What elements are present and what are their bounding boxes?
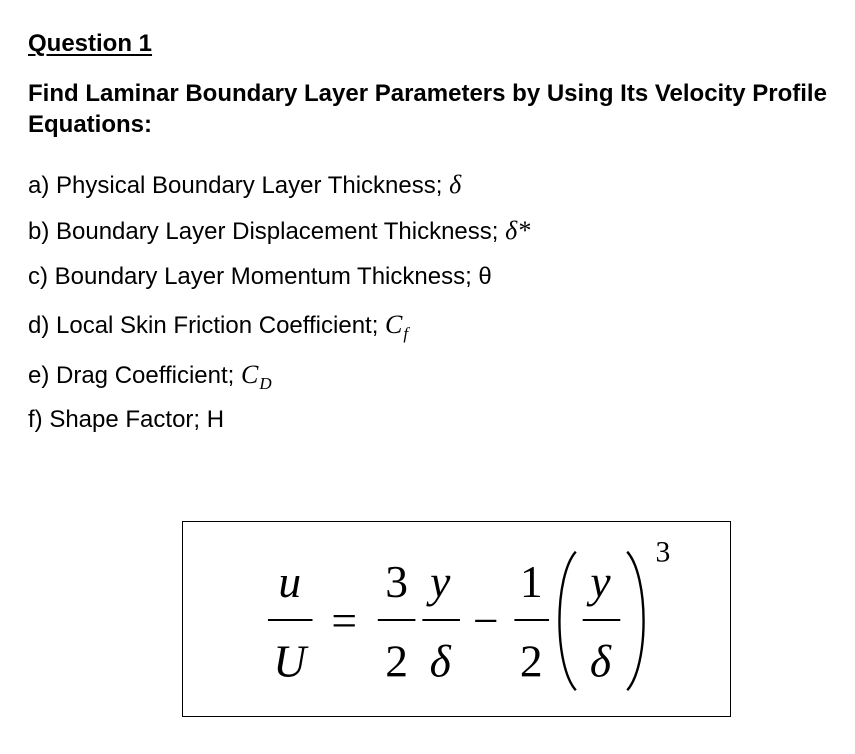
lhs-denominator: U [273, 635, 307, 687]
term2-coef-denominator: 2 [519, 635, 543, 687]
cf-symbol: C [385, 310, 403, 339]
item-text: e) Drag Coefficient; [28, 362, 241, 389]
term2-coef-numerator: 1 [519, 556, 543, 608]
cf-subscript: f [403, 324, 409, 343]
term1-coef-denominator: 2 [385, 635, 409, 687]
item-text: c) Boundary Layer Momentum Thickness; [28, 263, 479, 290]
term2-var-numerator: y [590, 556, 611, 608]
term1-var-denominator: δ [429, 635, 451, 687]
item-text: a) Physical Boundary Layer Thickness; [28, 172, 450, 199]
list-item-a [28, 170, 461, 200]
list-item-f [28, 406, 224, 434]
velocity-profile-equation [182, 521, 731, 717]
list-item-e [28, 360, 272, 393]
minus-sign: − [472, 594, 499, 646]
cd-subscript: D [259, 374, 272, 393]
cd-symbol: C [241, 360, 259, 389]
item-text: f) Shape Factor; [28, 406, 207, 433]
question-title: Find Laminar Boundary Layer Parameters by Using Its Velocity Profile Equations: [28, 80, 827, 138]
right-parenthesis [627, 552, 643, 691]
item-text: d) Local Skin Friction Coefficient; [28, 312, 386, 339]
left-parenthesis [559, 552, 575, 691]
delta-symbol: δ [449, 170, 462, 199]
term1-var-numerator: y [430, 556, 451, 608]
equation-graphic [183, 522, 730, 716]
list-item-c [28, 263, 492, 291]
delta-star-symbol: δ* [505, 216, 531, 245]
theta-symbol: θ [478, 263, 492, 290]
term1-coef-numerator: 3 [385, 556, 409, 608]
exponent: 3 [655, 536, 671, 569]
list-item-b [28, 216, 530, 246]
h-symbol: H [206, 406, 225, 433]
equals-sign: = [331, 594, 357, 646]
question-heading: Question 1 [28, 30, 153, 57]
term2-var-denominator: δ [589, 635, 612, 687]
list-item-d [28, 310, 409, 343]
item-text: b) Boundary Layer Displacement Thickness; [28, 218, 506, 245]
lhs-numerator: u [278, 556, 302, 608]
